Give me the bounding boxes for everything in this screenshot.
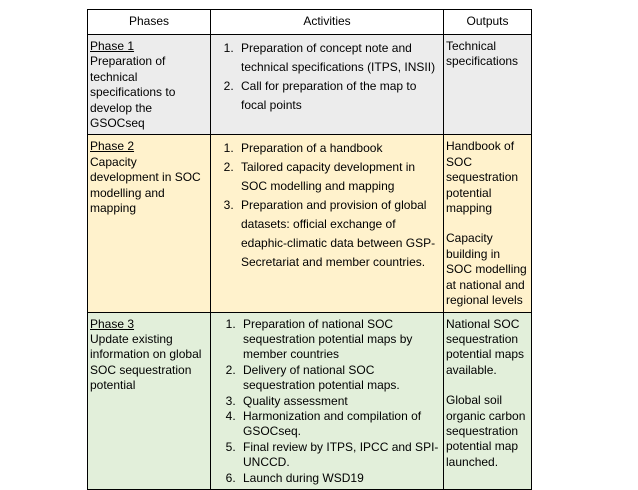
phase-2-row	[88, 135, 532, 312]
phase-1-title: Phase 1	[90, 39, 135, 53]
phase-1-row	[88, 35, 532, 135]
phase-3-description: Update existing information on global SOC sequestration potential	[90, 331, 202, 393]
activity-item: 2. Call for preparation of the map to focal points	[237, 77, 441, 115]
phase-3-title: Phase 3	[90, 316, 135, 331]
phase-2-cell	[88, 135, 211, 312]
activity-item: 2. Tailored capacity development in SOC modelling and mapping	[237, 158, 441, 196]
activity-item: 2. Delivery of national SOC sequestration potential maps.	[239, 363, 441, 394]
output-item: National SOC sequestration potential maps available.	[446, 316, 525, 377]
phase-2-outputs	[444, 135, 532, 312]
header-outputs: Outputs	[444, 10, 532, 35]
phase-3-row	[88, 312, 532, 489]
phase-1-cell	[88, 35, 211, 135]
header-activities: Activities	[211, 10, 444, 35]
phase-1-outputs	[444, 35, 532, 135]
output-item: Global soil organic carbon sequestration potential map launched.	[446, 393, 526, 469]
header-row	[88, 10, 532, 35]
phase-3-outputs	[444, 312, 532, 489]
output-item: Capacity building in SOC modelling at national and regional levels	[446, 231, 527, 308]
header-phases: Phases	[88, 10, 211, 35]
activity-item: 3. Preparation and provision of global datasets: official exchange of edaphic-climatic data between GSP-Secretariat and member countries.	[237, 196, 441, 272]
activity-item: 1. Preparation of national SOC sequestration potential maps by member countries	[239, 317, 441, 363]
output-item: Handbook of SOC sequestration potential mapping	[446, 139, 519, 216]
activity-list	[213, 39, 441, 115]
phase-2-activities	[211, 135, 444, 312]
activity-list	[213, 139, 441, 272]
activity-item: 4. Harmonization and compilation of GSOCseq.	[239, 409, 441, 440]
phase-2-title: Phase 2	[90, 139, 135, 154]
activity-item: 1. Preparation of concept note and technical specifications (ITPS, INSII)	[237, 39, 441, 77]
phase-1-activities	[211, 35, 444, 135]
output-item: Technical specifications	[446, 39, 519, 69]
activity-item: 6. Launch during WSD19	[239, 471, 441, 486]
phase-2-description: Capacity development in SOC modelling and mapping	[90, 154, 201, 216]
activity-item: 1. Preparation of a handbook	[237, 139, 441, 158]
activity-item: 3. Quality assessment	[239, 394, 441, 409]
activity-list	[213, 317, 441, 486]
activity-item: 5. Final review by ITPS, IPCC and SPI-UNCCD.	[239, 440, 441, 471]
phase-1-description: Preparation of technical specifications to develop the GSOCseq	[90, 54, 176, 131]
phase-3-activities	[211, 312, 444, 489]
phases-table	[87, 9, 532, 490]
phase-3-cell	[88, 312, 211, 489]
